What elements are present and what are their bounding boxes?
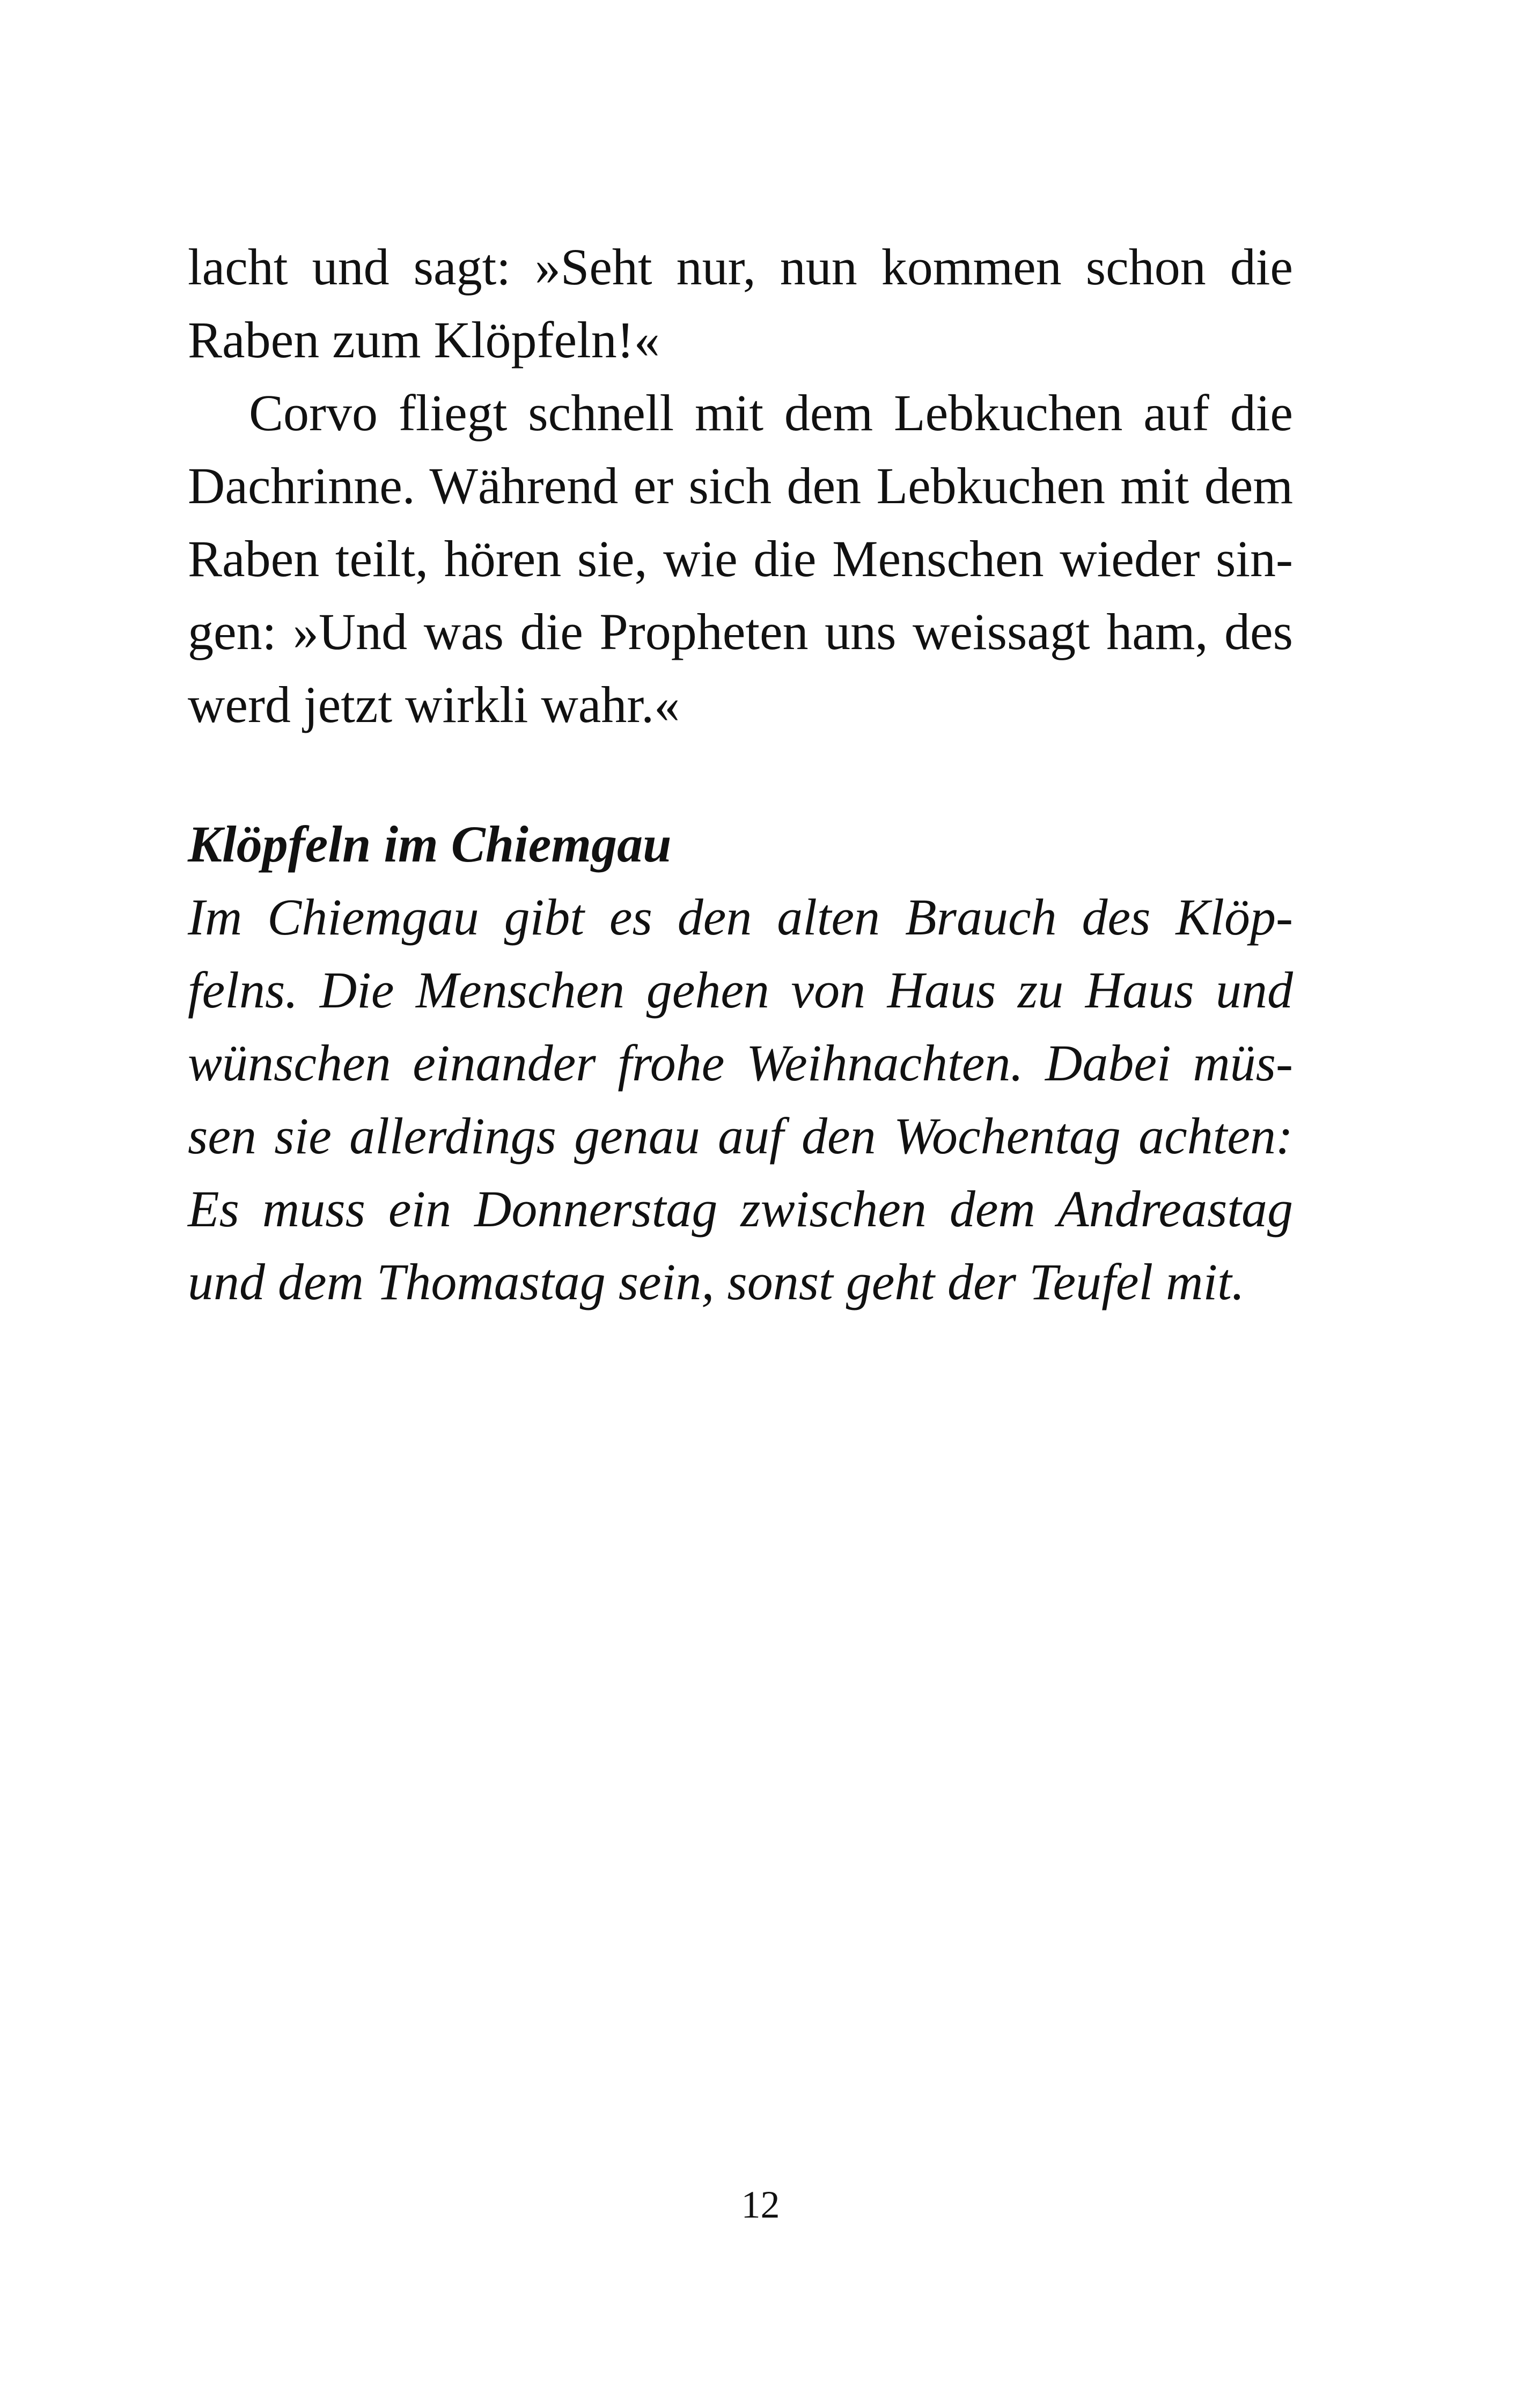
page-number: 12 [741,2183,780,2226]
story-paragraph-2 [188,377,1293,741]
infobox-line: Im Chiemgau gibt es den alten Brauch des Klöp- [188,888,1293,946]
story-paragraph-1 [188,231,1293,377]
story-line: Dachrinne. Während er sich den Lebkuchen mit dem [188,457,1293,514]
story-line: Raben teilt, hören sie, wie die Menschen wieder sin- [188,530,1293,587]
story-line: gen: »Und was die Propheten uns weissagt ham, des [188,603,1293,660]
section-spacer [188,741,1293,808]
page-text [188,231,1293,1319]
story-line: Raben zum Klöpfeln!« [188,311,660,369]
infobox-line: felns. Die Menschen gehen von Haus zu Haus und [188,961,1293,1019]
story-line: werd jetzt wirkli wahr.« [188,676,680,733]
story-line: lacht und sagt: »Seht nur, nun kommen schon die [188,238,1293,296]
infobox-line: Es muss ein Donnerstag zwischen dem Andreastag [188,1180,1293,1238]
infobox-line: und dem Thomastag sein, sonst geht der Teufel mit. [188,1253,1245,1310]
infobox [188,808,1293,1319]
infobox-line: wünschen einander frohe Weihnachten. Dabei müs- [188,1034,1293,1092]
story-line: Corvo fliegt schnell mit dem Lebkuchen auf die [249,384,1293,441]
infobox-line: sen sie allerdings genau auf den Wochentag achten: [188,1107,1293,1165]
infobox-heading: Klöpfeln im Chiemgau [188,815,672,873]
